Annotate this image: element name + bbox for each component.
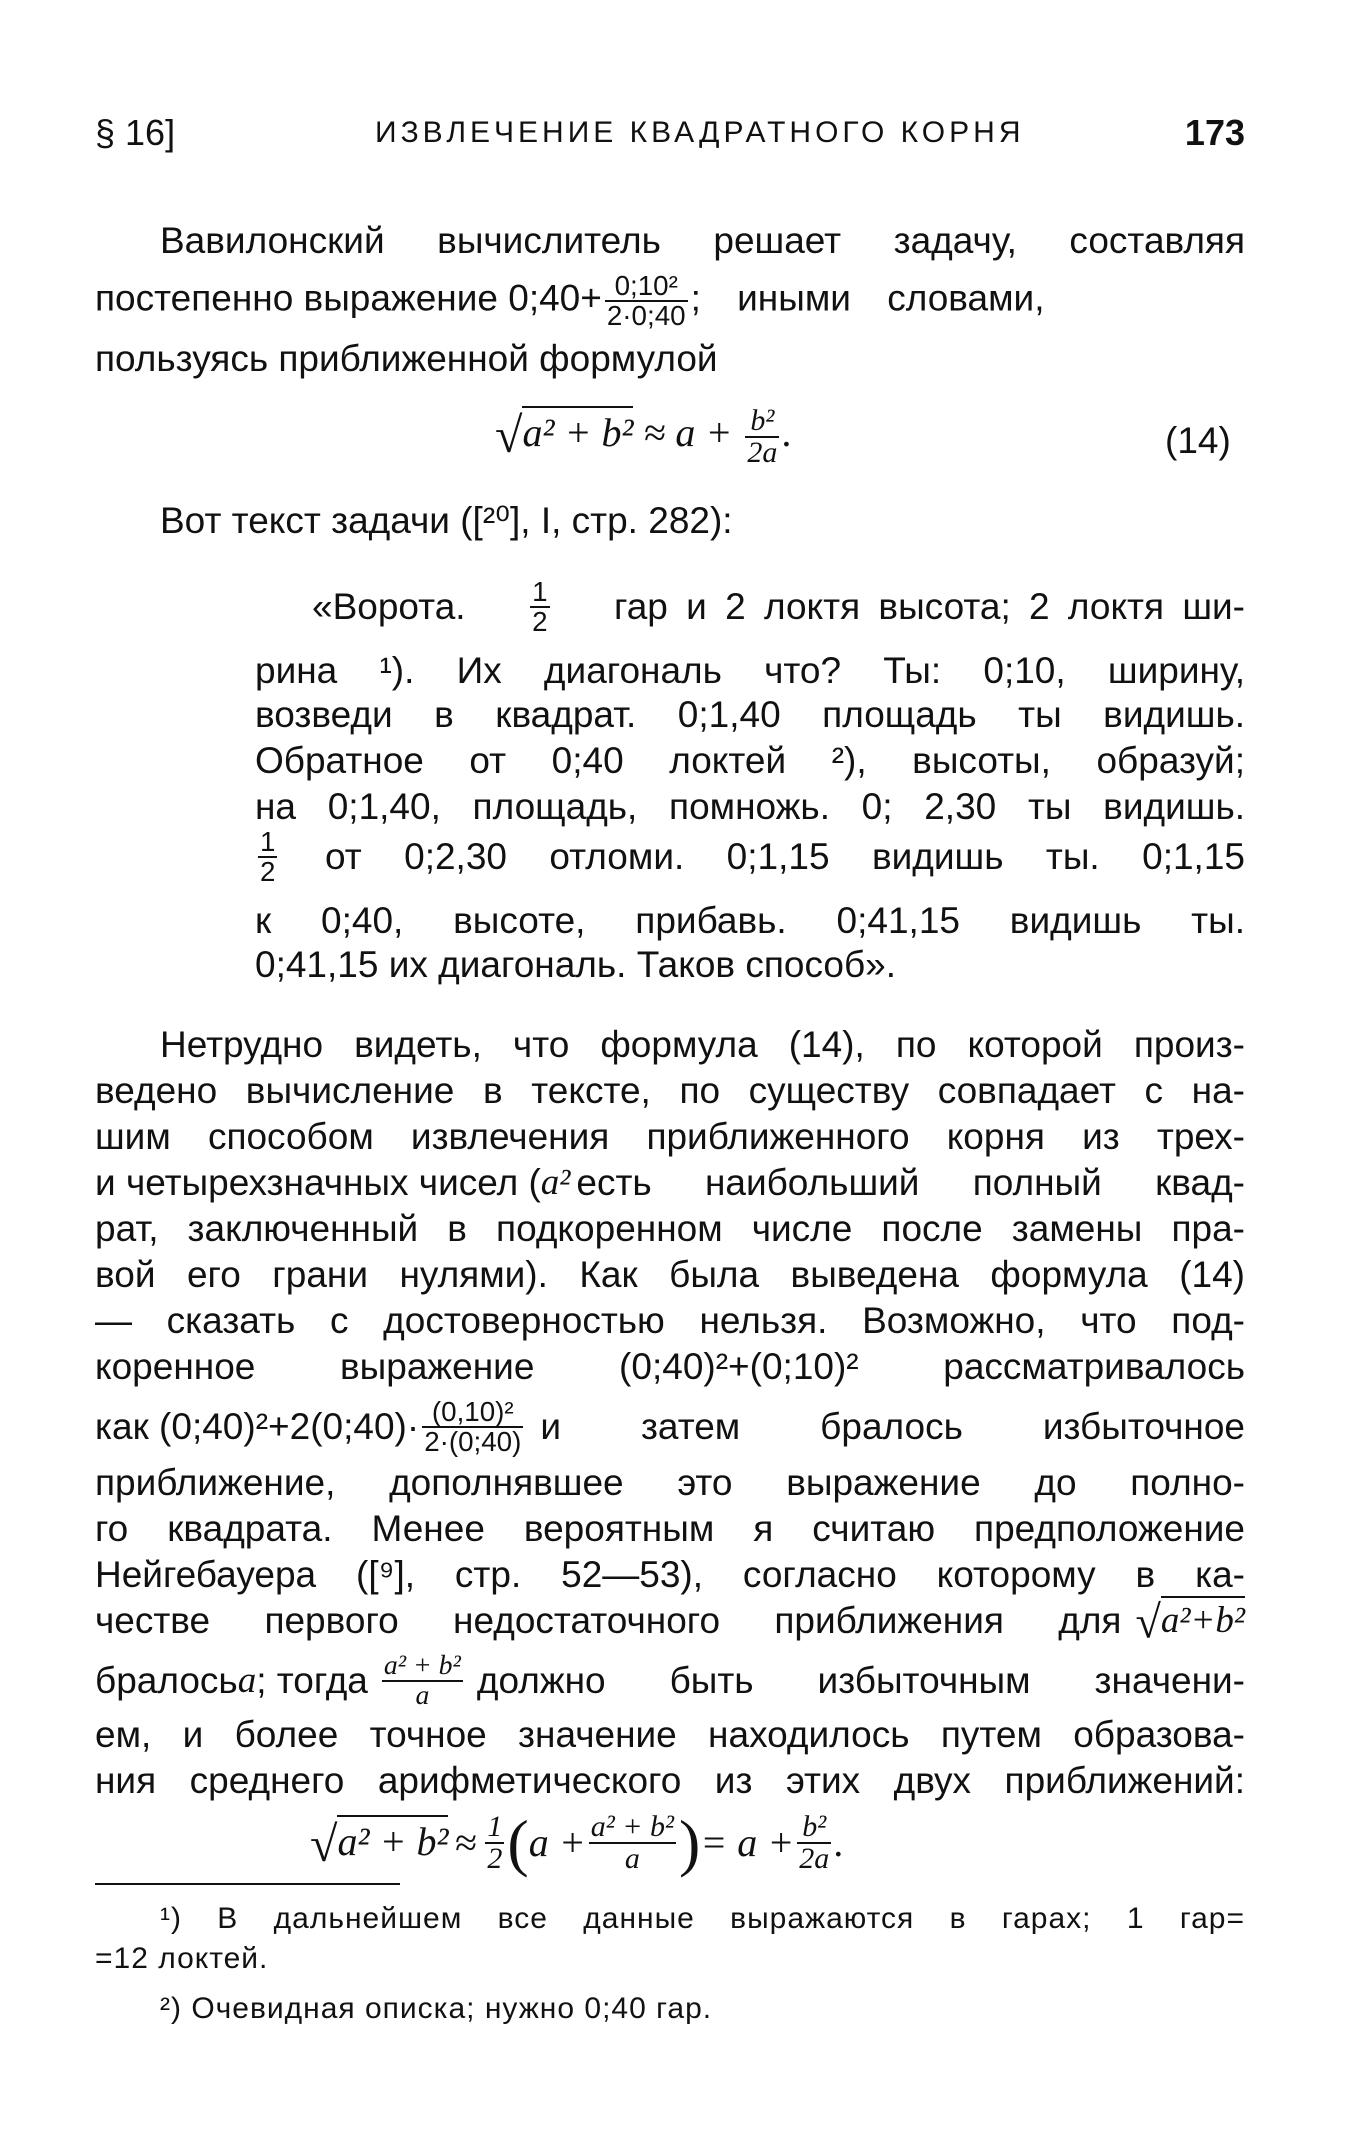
formula-end: . [834,1820,845,1865]
formula-14 [495,406,792,468]
quote-line-3: возведи в квадрат. 0;1,40 площадь ты видишь. [255,694,1245,735]
quote-line-7: к 0;40, высоте, прибавь. 0;41,15 видишь ты. [255,900,1245,941]
intro-line-3: пользуясь приближенной формулой [95,338,718,379]
para-line-9-frac [422,1398,523,1456]
quote-gate: «Ворота. [312,585,466,627]
radical-sign: √ [310,1816,338,1872]
final-formula [310,1807,845,1878]
para-line-12: Нейгебауера ([⁹], стр. 52—53), согласно которому в ка- [95,1554,1245,1595]
intro-line-1: Вавилонский вычислитель решает задачу, составляя [160,220,1245,261]
footnote-1-line-2: =12 локтей. [95,1942,269,1975]
radicand: a²+b² [1161,1596,1245,1641]
intro-fraction-den: 2·0;40 [606,299,686,331]
a-plus: a + [528,1820,586,1865]
frac-num: (0,10)² [431,1396,514,1427]
frac-den: 2a [799,1842,830,1875]
para-line-6: вой его грани нулями). Как была выведена формула (14) [95,1254,1245,1295]
half-num: 1 [532,576,548,607]
radicand: a² + b² [337,1815,448,1864]
frac-num: b² [802,1810,827,1843]
para-line-3: шим способом извлечения приближенного корня из трех- [95,1116,1245,1157]
sqrt-expression [495,407,634,464]
close-paren: ) [678,1807,701,1878]
para-line-5: рат, заключенный в подкоренном числе после замены пра- [95,1208,1245,1249]
radical-sign: √ [1135,1597,1161,1649]
footnote-2: ²) Очевидная описка; нужно 0;40 гар. [160,1992,713,2025]
para-line-11: го квадрата. Менее вероятным я считаю предположение [95,1508,1245,1549]
frac-num: b² [750,404,775,437]
quote-line-1 [312,578,1245,636]
frac-den: 2·(0;40) [424,1425,522,1457]
para-line-13-text: честве первого недостаточного приближения для [95,1600,1122,1641]
para-line-4-b: есть наибольший полный квад- [576,1162,1245,1203]
intro-line-2 [95,272,1245,330]
quote-line-5: на 0;1,40, площадь, помножь. 0; 2,30 ты видишь. [255,786,1245,827]
equals-a-plus: = a + [700,1820,795,1865]
para-line-14 [95,1652,1245,1710]
quote-line-2: рина ¹). Их диагональ что? Ты: 0;10, ширину, [255,650,1245,691]
para-line-8: коренное выражение (0;40)²+(0;10)² рассматривалось [95,1346,1245,1387]
quote-half-2 [258,828,277,886]
var-a: a [237,1659,257,1701]
para-line-16: ния среднего арифметического из этих двух приближений: [95,1760,1245,1801]
frac-num: 1 [487,1810,503,1843]
half-den: 2 [532,605,548,637]
frac-den: 2a [747,436,778,469]
frac-den: a [589,1842,676,1874]
para-line-9 [95,1398,1245,1456]
sqrt-a2-b2 [1135,1598,1245,1647]
intro-line-2-tail: ; иными словами, [690,277,1045,319]
footnote-rule [95,1883,400,1885]
para-line-1: Нетрудно видеть, что формула (14), по которой произ- [160,1024,1245,1065]
intro-line-2-text: постепенно выражение 0;40+ [95,277,602,319]
a2b2-over-a [382,1652,463,1710]
para-line-4 [95,1160,1245,1206]
task-reference: Вот текст задачи ([²⁰], I, стр. 282): [160,500,733,541]
para-line-15: ем, и более точное значение находилось путем образова- [95,1714,1245,1755]
half-den: 2 [260,855,276,887]
intro-fraction-num: 0;10² [614,270,678,301]
frac-num: a² + b² [383,1650,461,1681]
sqrt-expression [310,1816,449,1872]
para-line-7: — сказать с достоверностью нельзя. Возможно, что под- [95,1300,1245,1341]
half-num: 1 [260,826,276,857]
chapter-title: ИЗВЛЕЧЕНИЕ КВАДРАТНОГО КОРНЯ [375,116,1025,149]
formula-end: . [782,410,793,456]
para-line-9-b: и затем бралось избыточное [540,1405,1245,1447]
quote-line-6-rest: от 0;2,30 отломи. 0;1,15 видишь ты. 0;1,15 [325,835,1245,877]
frac-num: a² + b² [590,1810,674,1843]
equation-label: (14) [1165,420,1231,461]
b2-over-2a [797,1812,831,1874]
b2-over-2a [745,406,779,468]
quote-half-1 [530,578,549,636]
open-paren: ( [507,1807,529,1878]
para-line-14-b: ; тогда [256,1659,368,1701]
inner-fraction [589,1812,676,1874]
intro-fraction [605,272,688,330]
para-line-9-a: как (0;40)²+2(0;40)· [95,1405,420,1447]
section-number: § 16] [95,112,176,153]
quote-line-6 [255,828,1245,886]
page-number: 173 [1184,112,1245,153]
a-squared: a² [540,1162,571,1203]
frac-den: 2 [487,1842,503,1875]
radicand: a² + b² [522,406,633,455]
one-half [485,1812,504,1874]
para-line-14-a: бралось [95,1659,238,1701]
quote-line-4: Обратное от 0;40 локтей ²), высоты, образуй; [255,740,1245,781]
footnote-1-line-1: ¹) В дальнейшем все данные выражаются в гарах; 1 гар= [160,1902,1245,1935]
quote-line-1-rest: гар и 2 локтя высота; 2 локтя ши- [614,585,1245,627]
para-line-10: приближение, дополнявшее это выражение до полно- [95,1462,1245,1503]
approx-term: ≈ a + [643,410,733,456]
para-line-13 [95,1598,1245,1647]
frac-den: a [382,1680,463,1710]
running-header [95,112,1245,172]
quote-line-8: 0;41,15 их диагональ. Таков способ». [255,944,896,985]
approx-sign: ≈ [454,1820,477,1865]
para-line-4-a: и четырехзначных чисел ( [95,1162,541,1203]
para-line-14-c: должно быть избыточным значени- [476,1659,1245,1701]
radical-sign: √ [495,407,523,464]
para-line-2: ведено вычисление в тексте, по существу совпадает с на- [95,1070,1245,1111]
